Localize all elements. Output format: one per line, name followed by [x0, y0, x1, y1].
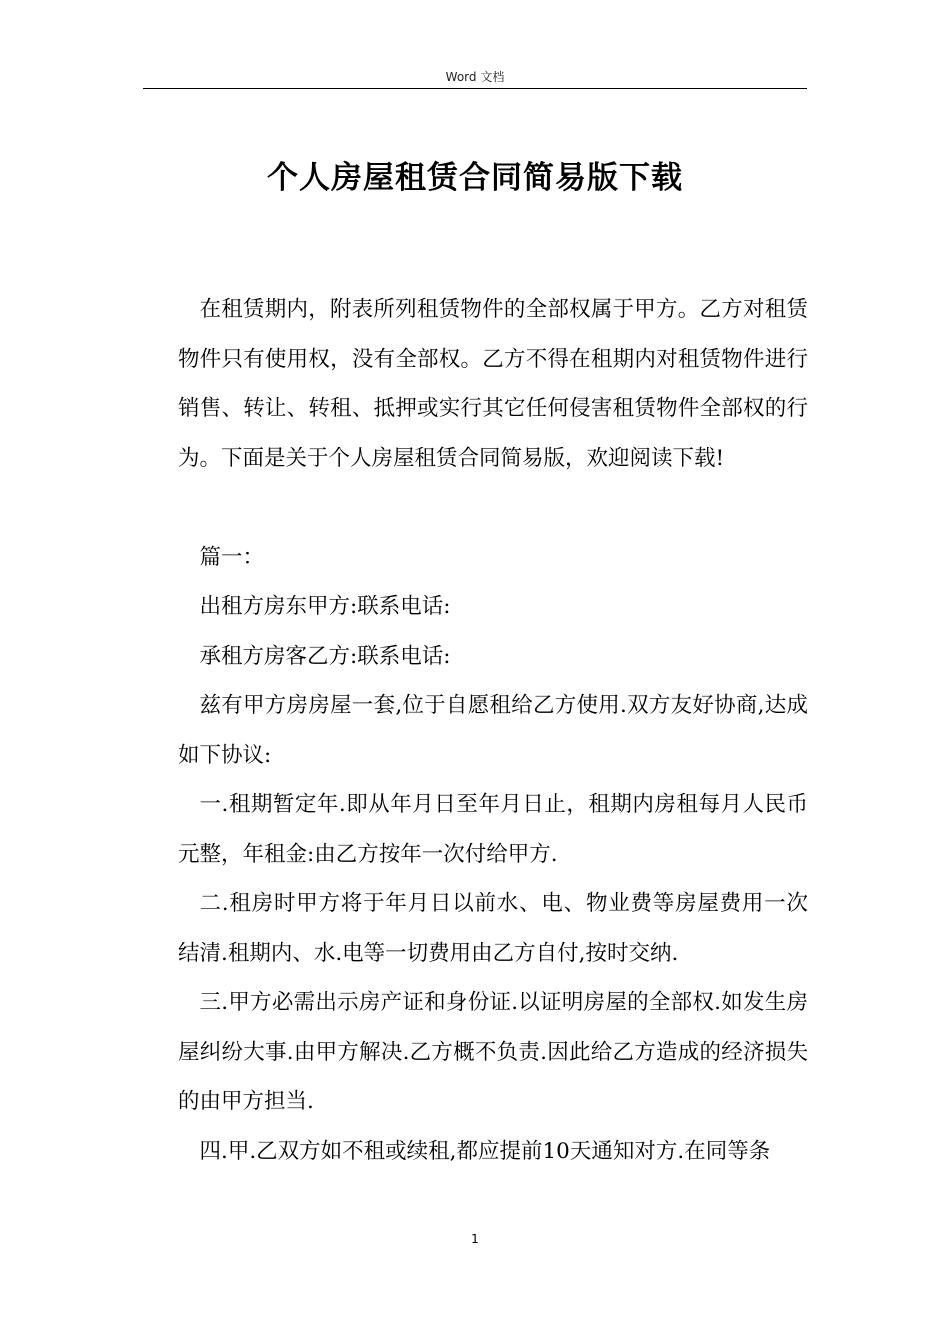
agreement-preamble: 兹有甲方房房屋一套,位于自愿租给乙方使用.双方友好协商,达成如下协议:: [178, 693, 808, 768]
header-text: Word 文档: [445, 70, 505, 84]
intro-paragraph: 在租赁期内，附表所列租赁物件的全部权属于甲方。乙方对租赁物件只有使用权，没有全部权。乙方不得在租期内对租赁物件进行销售、转让、转租、抵押或实行其它任何侵害租赁物件全部权的行为。下面是关于个人房屋租赁合同简易版，欢迎阅读下载!: [178, 297, 808, 471]
clause-2: 二.租房时甲方将于年月日以前水、电、物业费等房屋费用一次结清.租期内、水.电等一切费用由乙方自付,按时交纳.: [178, 891, 808, 966]
landlord-line: 出租方房东甲方:联系电话:: [199, 594, 451, 619]
clause-4: 四.甲.乙双方如不租或续租,都应提前10天通知对方.在同等条: [199, 1138, 771, 1164]
clause-3: 三.甲方必需出示房产证和身份证.以证明房屋的全部权.如发生房屋纠纷大事.由甲方解决.乙方概不负责.因此给乙方造成的经济损失的由甲方担当.: [178, 990, 808, 1114]
tenant-line: 承租方房客乙方:联系电话:: [199, 643, 451, 669]
section-heading: 篇一：: [199, 544, 265, 570]
page-header: [143, 66, 807, 89]
document-title: 个人房屋租赁合同简易版下载: [267, 160, 683, 196]
document-body: [178, 285, 808, 1176]
clause-1: 一.租期暂定年.即从年月日至年月日止，租期内房租每月人民币元整，年租金:由乙方按年一次付给甲方.: [178, 792, 808, 867]
page-number: 1: [471, 1232, 479, 1246]
